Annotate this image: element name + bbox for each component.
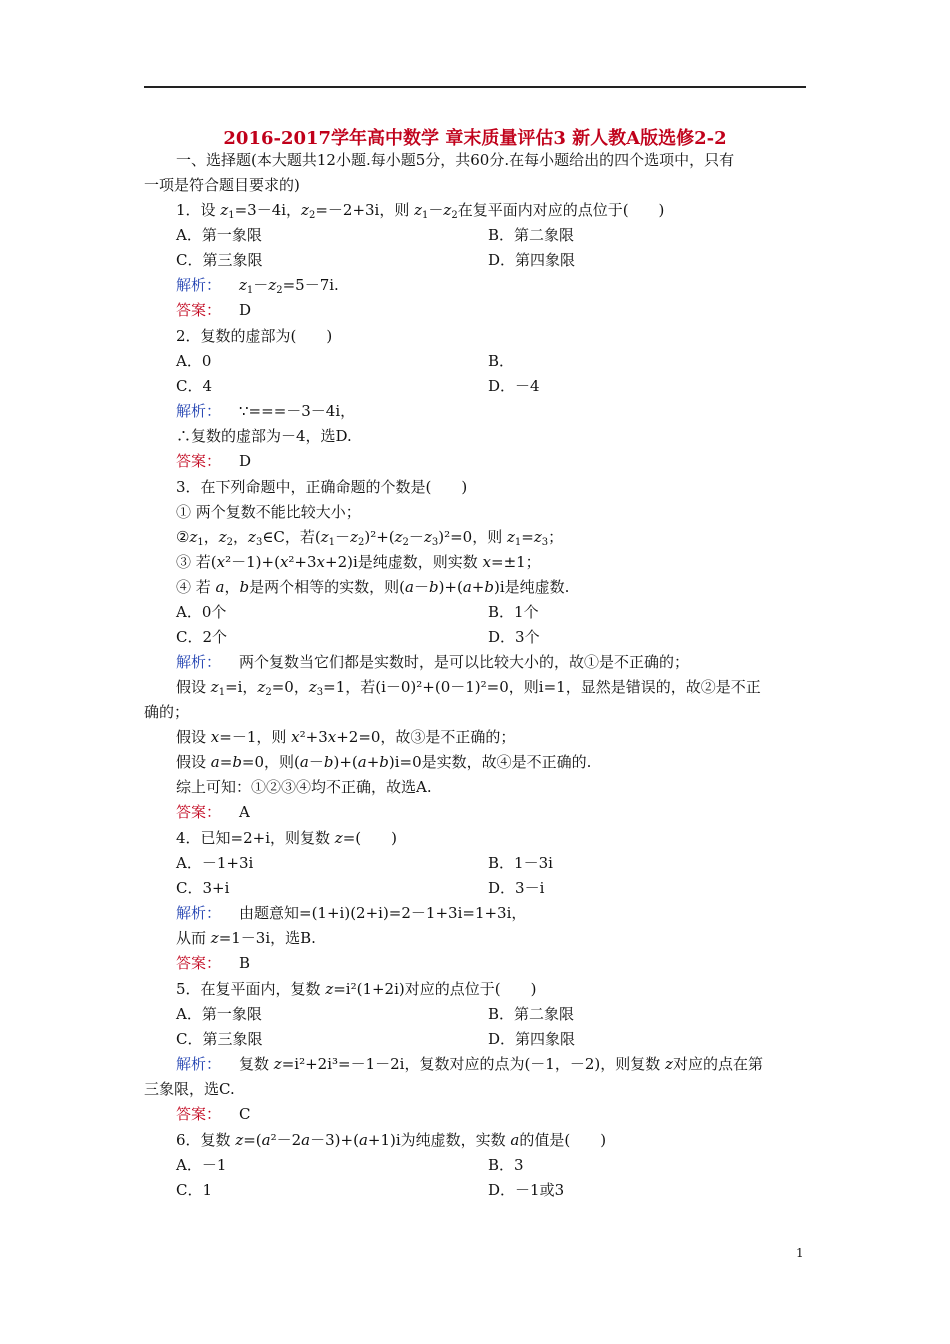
analysis-label: 解析： [176, 276, 222, 294]
q1-answer: 答案： D [176, 301, 252, 319]
q6-option-b: B．3 [488, 1156, 524, 1174]
q2-option-d: D．－4 [488, 377, 540, 395]
q4-option-b: B．1－3i [488, 854, 553, 872]
q3-answer: 答案： A [176, 803, 250, 821]
q1-stem: 1．设 $z_1=3-4i$，$z_2=-2+3i$，则 $z_1-z_2$在复平面内对应的点位于( ) [176, 201, 665, 221]
q2-option-c: C．4 [176, 377, 213, 395]
q4-option-c: C．3+i [176, 879, 230, 897]
q3-proposition-2: $②z_1$，$z_2$，$z_3\in C$，若$(z_1-z_2)^2+(z_2-z_3)^2=0$，则 $z_1=z_3$； [176, 528, 564, 548]
q5-option-c: C．第三象限 [176, 1030, 263, 1048]
q5-option-b: B．第二象限 [488, 1005, 575, 1023]
q5-analysis-extra: 三象限，选C. [144, 1080, 235, 1098]
q3-option-b: B．1个 [488, 603, 539, 621]
q5-analysis: 解析： 复数 z=i²+2i³=－1－2i，复数对应的点为(－1，－2)，则复数 z对应的点在第 [176, 1055, 763, 1073]
q1-option-d: D．第四象限 [488, 251, 576, 269]
q3-analysis: 解析： 两个复数当它们都是实数时，是可以比较大小的，故①是不正确的； [176, 653, 690, 671]
q3-analysis-summary: 综上可知：①②③④均不正确，故选A. [176, 778, 432, 796]
q1-option-c: C．第三象限 [176, 251, 263, 269]
q5-option-d: D．第四象限 [488, 1030, 576, 1048]
answer-label: 答案： [176, 301, 222, 319]
q3-proposition-3: ③ 若(x²－1)+(x²+3x+2)i是纯虚数，则实数 x=±1； [176, 553, 541, 571]
q3-analysis-4: 假设 a=b=0，则(a－b)+(a+b)i=0是实数，故④是不正确的. [176, 753, 592, 771]
q2-stem: 2．复数的虚部为( ) [176, 327, 333, 345]
section-intro-line1: 一、选择题(本大题共12小题.每小题5分，共60分.在每小题给出的四个选项中，只有 [176, 151, 735, 169]
q2-answer: 答案： D [176, 452, 252, 470]
q4-analysis: 解析： 由题意知=(1+i)(2+i)=2－1+3i=1+3i， [176, 904, 527, 922]
document-title: 2016-2017学年高中数学 章末质量评估3 新人教A版选修2-2 [223, 128, 727, 149]
q3-analysis-3: 假设 x=－1，则 x²+3x+2=0，故③是不正确的； [176, 728, 516, 746]
q3-proposition-4: ④ 若 a，b是两个相等的实数，则(a－b)+(a+b)i是纯虚数. [176, 578, 570, 596]
q6-stem: 6．复数 z=(a²－2a－3)+(a+1)i为纯虚数，实数 a的值是( ) [176, 1131, 607, 1149]
q3-option-c: C．2个 [176, 628, 228, 646]
q1-option-a: A．第一象限 [176, 226, 262, 244]
q3-proposition-1: ① 两个复数不能比较大小； [176, 503, 361, 521]
q2-option-a: A．0 [176, 352, 212, 370]
q3-analysis-2: 假设 $z_1=i$，$z_2=0$，$z_3=1$，若(i－0)²+(0－1)²=0，则i=1，显然是错误的，故②是不正 [176, 678, 761, 698]
q2-option-b: B． [488, 352, 515, 370]
q6-option-d: D．－1或3 [488, 1181, 565, 1199]
q4-option-d: D．3－i [488, 879, 545, 897]
q6-option-c: C．1 [176, 1181, 213, 1199]
q5-answer: 答案： C [176, 1105, 251, 1123]
q3-analysis-2-cont: 确的； [144, 703, 190, 721]
q3-option-a: A．0个 [176, 603, 227, 621]
q4-stem: 4．已知=2+i，则复数 z=( ) [176, 829, 397, 847]
q5-option-a: A．第一象限 [176, 1005, 262, 1023]
q4-answer: 答案： B [176, 954, 251, 972]
q1-option-b: B．第二象限 [488, 226, 575, 244]
q3-option-d: D．3个 [488, 628, 540, 646]
header-rule [144, 86, 806, 88]
q4-option-a: A．－1+3i [176, 854, 254, 872]
q2-analysis-extra: ∴复数的虚部为－4，选D. [176, 427, 352, 445]
page-number: 1 [796, 1246, 804, 1260]
q3-stem: 3．在下列命题中，正确命题的个数是( ) [176, 478, 468, 496]
q2-analysis: 解析： ∵===－3－4i， [176, 402, 356, 420]
q5-stem: 5．在复平面内，复数 z=i²(1+2i)对应的点位于( ) [176, 980, 537, 998]
q6-option-a: A．－1 [176, 1156, 227, 1174]
q1-analysis: 解析： $z_1-z_2=5-7i$. [176, 276, 339, 296]
q4-analysis-extra: 从而 z=1－3i，选B. [176, 929, 316, 947]
section-intro-line2: 一项是符合题目要求的) [144, 176, 300, 194]
